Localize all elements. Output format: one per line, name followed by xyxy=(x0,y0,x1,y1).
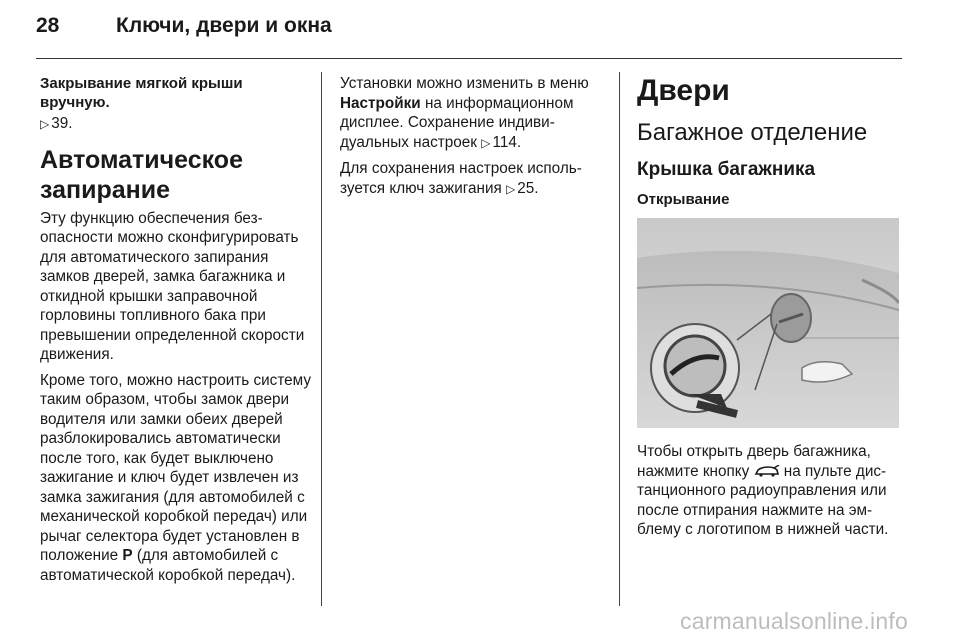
key-ref-page[interactable]: 25. xyxy=(517,179,539,197)
watermark: carmanualsonline.info xyxy=(680,608,908,634)
trunk-lid-heading: Крышка багажника xyxy=(637,159,816,180)
settings-menu-name: Настройки xyxy=(340,94,421,112)
settings-text-b: на информационном дисплее. Сохранение индивидуальных настроек xyxy=(340,94,574,151)
section-heading: Автоматическое запирание xyxy=(40,145,243,204)
opening-text-a: Чтобы открыть дверь багажника, нажмите кнопку xyxy=(637,443,871,480)
doors-heading: Двери xyxy=(637,74,730,107)
paragraph-2 xyxy=(40,371,312,586)
intro-ref-page[interactable]: 39. xyxy=(51,115,73,132)
intro-bold-text: Закрывание мягкой крыши вручную. xyxy=(40,75,243,111)
triangle-right-icon: ▷ xyxy=(506,181,516,196)
trunk-emblem-illustration xyxy=(637,218,899,428)
paragraph-2-text-a: Кроме того, можно настроить систему таким образом, чтобы замок двери водителя или замки обеих дверей разблокировались автоматически после того, как будет выключено зажигание и ключ будет извлечен из замка зажигания (для автомобилей с механической коробкой передач) или рычаг селектора будет установлен в положение xyxy=(40,371,311,564)
trunk-heading: Багажное отделение xyxy=(637,119,868,146)
column-divider-1 xyxy=(321,72,322,606)
header-rule xyxy=(36,58,902,59)
column-2 xyxy=(340,74,612,205)
settings-ref-page[interactable]: 114. xyxy=(492,133,522,151)
column-divider-2 xyxy=(619,72,620,606)
opening-heading: Открывание xyxy=(637,191,730,208)
key-paragraph xyxy=(340,159,612,199)
triangle-right-icon: ▷ xyxy=(481,135,491,150)
column-1 xyxy=(40,74,312,591)
triangle-right-icon: ▷ xyxy=(40,117,50,131)
settings-paragraph xyxy=(340,74,612,153)
intro-ref xyxy=(40,114,312,135)
settings-text-a: Установки можно изменить в меню xyxy=(340,75,589,92)
chapter-title: Ключи, двери и окна xyxy=(116,14,332,37)
paragraph-2-text-b: (для автомобилей с автоматической коробкой передач). xyxy=(40,547,296,584)
paragraph-1: Эту функцию обеспечения безопасности можно сконфигурировать для автоматического запирания замков дверей, замка багажника и откидной крышки заправочной горловины топливного бака при превышении определенной скорости движения. xyxy=(40,209,305,363)
key-text: Для сохранения настроек используется ключ зажигания xyxy=(340,160,582,197)
car-open-icon xyxy=(754,465,780,477)
selector-position-p: P xyxy=(122,547,133,564)
column-3 xyxy=(637,74,905,546)
page-number: 28 xyxy=(36,14,60,37)
opening-text-b: на пульте дистанционного радиоуправления или после отпирания нажмите на эмблему с логотипом в нижней части. xyxy=(637,462,889,538)
opening-paragraph xyxy=(637,442,905,540)
